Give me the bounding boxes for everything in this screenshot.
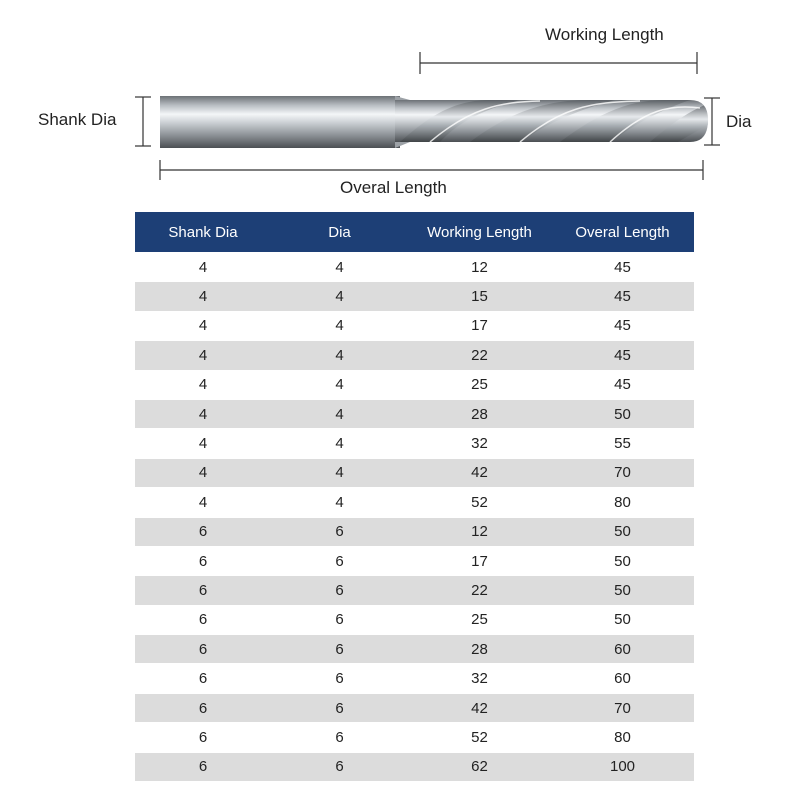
header-row — [135, 212, 694, 253]
shank-dia-cell: 4 — [135, 253, 271, 282]
overall-length-dimension — [160, 160, 703, 180]
shank-dia-cell: 4 — [135, 399, 271, 428]
overall-length-cell: 60 — [551, 664, 694, 693]
dia-label: Dia — [726, 112, 752, 131]
working-length-cell: 25 — [408, 605, 551, 634]
overall-length-cell: 60 — [551, 635, 694, 664]
table-row — [135, 311, 694, 340]
shank-dia-cell: 6 — [135, 517, 271, 546]
shank-dia-cell: 6 — [135, 664, 271, 693]
end-mill-diagram — [0, 0, 800, 205]
overall-length-cell: 50 — [551, 399, 694, 428]
shank-dia-cell: 4 — [135, 370, 271, 399]
table-row — [135, 458, 694, 487]
working-length-cell: 62 — [408, 752, 551, 781]
dia-cell: 6 — [271, 664, 408, 693]
dia-cell: 6 — [271, 693, 408, 722]
working-length-cell: 28 — [408, 399, 551, 428]
table-row — [135, 399, 694, 428]
dia-cell: 4 — [271, 341, 408, 370]
working-length-cell: 42 — [408, 458, 551, 487]
table-row — [135, 282, 694, 311]
shank-dia-cell: 4 — [135, 458, 271, 487]
overall-length-cell: 55 — [551, 429, 694, 458]
header-shank-dia: Shank Dia — [135, 212, 271, 253]
dia-cell: 6 — [271, 635, 408, 664]
header-overall-length: Overal Length — [551, 212, 694, 253]
dia-cell: 4 — [271, 311, 408, 340]
working-length-cell: 25 — [408, 370, 551, 399]
working-length-cell: 32 — [408, 429, 551, 458]
shank-dia-cell: 4 — [135, 429, 271, 458]
table-row — [135, 429, 694, 458]
dia-cell: 4 — [271, 282, 408, 311]
dia-cell: 4 — [271, 488, 408, 517]
working-length-cell: 32 — [408, 664, 551, 693]
end-mill-body — [160, 96, 708, 148]
working-length-cell: 52 — [408, 488, 551, 517]
shank-dia-cell: 6 — [135, 693, 271, 722]
working-length-cell: 28 — [408, 635, 551, 664]
shank-dia-cell: 6 — [135, 605, 271, 634]
table-row — [135, 370, 694, 399]
table-row — [135, 723, 694, 752]
table-row — [135, 635, 694, 664]
table-row — [135, 517, 694, 546]
overall-length-cell: 80 — [551, 488, 694, 517]
overall-length-cell: 45 — [551, 253, 694, 282]
shank-dia-cell: 6 — [135, 635, 271, 664]
overall-length-cell: 70 — [551, 458, 694, 487]
header-dia: Dia — [271, 212, 408, 253]
table-row — [135, 253, 694, 282]
dia-cell: 6 — [271, 752, 408, 781]
shank-dia-cell: 4 — [135, 341, 271, 370]
overall-length-cell: 50 — [551, 605, 694, 634]
header-working-length: Working Length — [408, 212, 551, 253]
overall-length-cell: 45 — [551, 370, 694, 399]
shank-dia-cell: 6 — [135, 546, 271, 575]
dia-cell: 6 — [271, 517, 408, 546]
overall-length-label: Overal Length — [340, 178, 447, 197]
table-row — [135, 546, 694, 575]
table-row — [135, 488, 694, 517]
dia-cell: 4 — [271, 399, 408, 428]
end-mill-drawing — [0, 0, 800, 205]
table-row — [135, 752, 694, 781]
working-length-cell: 42 — [408, 693, 551, 722]
overall-length-cell: 80 — [551, 723, 694, 752]
table-row — [135, 576, 694, 605]
overall-length-cell: 100 — [551, 752, 694, 781]
dia-cell: 4 — [271, 458, 408, 487]
specifications-table — [135, 212, 694, 781]
overall-length-cell: 45 — [551, 282, 694, 311]
working-length-cell: 22 — [408, 341, 551, 370]
table-row — [135, 341, 694, 370]
table-body — [135, 253, 694, 782]
overall-length-cell: 50 — [551, 517, 694, 546]
overall-length-cell: 70 — [551, 693, 694, 722]
shank-dia-cell: 4 — [135, 488, 271, 517]
shank-dia-cell: 6 — [135, 723, 271, 752]
working-length-cell: 52 — [408, 723, 551, 752]
overall-length-cell: 45 — [551, 311, 694, 340]
dia-cell: 6 — [271, 605, 408, 634]
working-length-dimension — [420, 52, 697, 74]
overall-length-cell: 50 — [551, 546, 694, 575]
table-header — [135, 212, 694, 253]
dia-cell: 6 — [271, 723, 408, 752]
overall-length-cell: 50 — [551, 576, 694, 605]
dia-cell: 4 — [271, 253, 408, 282]
dia-cell: 4 — [271, 429, 408, 458]
shank-dia-label: Shank Dia — [38, 110, 117, 129]
working-length-cell: 15 — [408, 282, 551, 311]
working-length-cell: 12 — [408, 517, 551, 546]
working-length-label: Working Length — [545, 25, 664, 44]
working-length-cell: 12 — [408, 253, 551, 282]
shank-dia-cell: 6 — [135, 576, 271, 605]
working-length-cell: 17 — [408, 311, 551, 340]
table-row — [135, 664, 694, 693]
working-length-cell: 22 — [408, 576, 551, 605]
overall-length-cell: 45 — [551, 341, 694, 370]
shank-dia-cell: 6 — [135, 752, 271, 781]
shank-dia-cell: 4 — [135, 311, 271, 340]
working-length-cell: 17 — [408, 546, 551, 575]
shank-dia-dimension — [135, 97, 151, 146]
table-row — [135, 693, 694, 722]
shank-dia-cell: 4 — [135, 282, 271, 311]
table-row — [135, 605, 694, 634]
dia-cell: 4 — [271, 370, 408, 399]
dia-cell: 6 — [271, 546, 408, 575]
dia-cell: 6 — [271, 576, 408, 605]
